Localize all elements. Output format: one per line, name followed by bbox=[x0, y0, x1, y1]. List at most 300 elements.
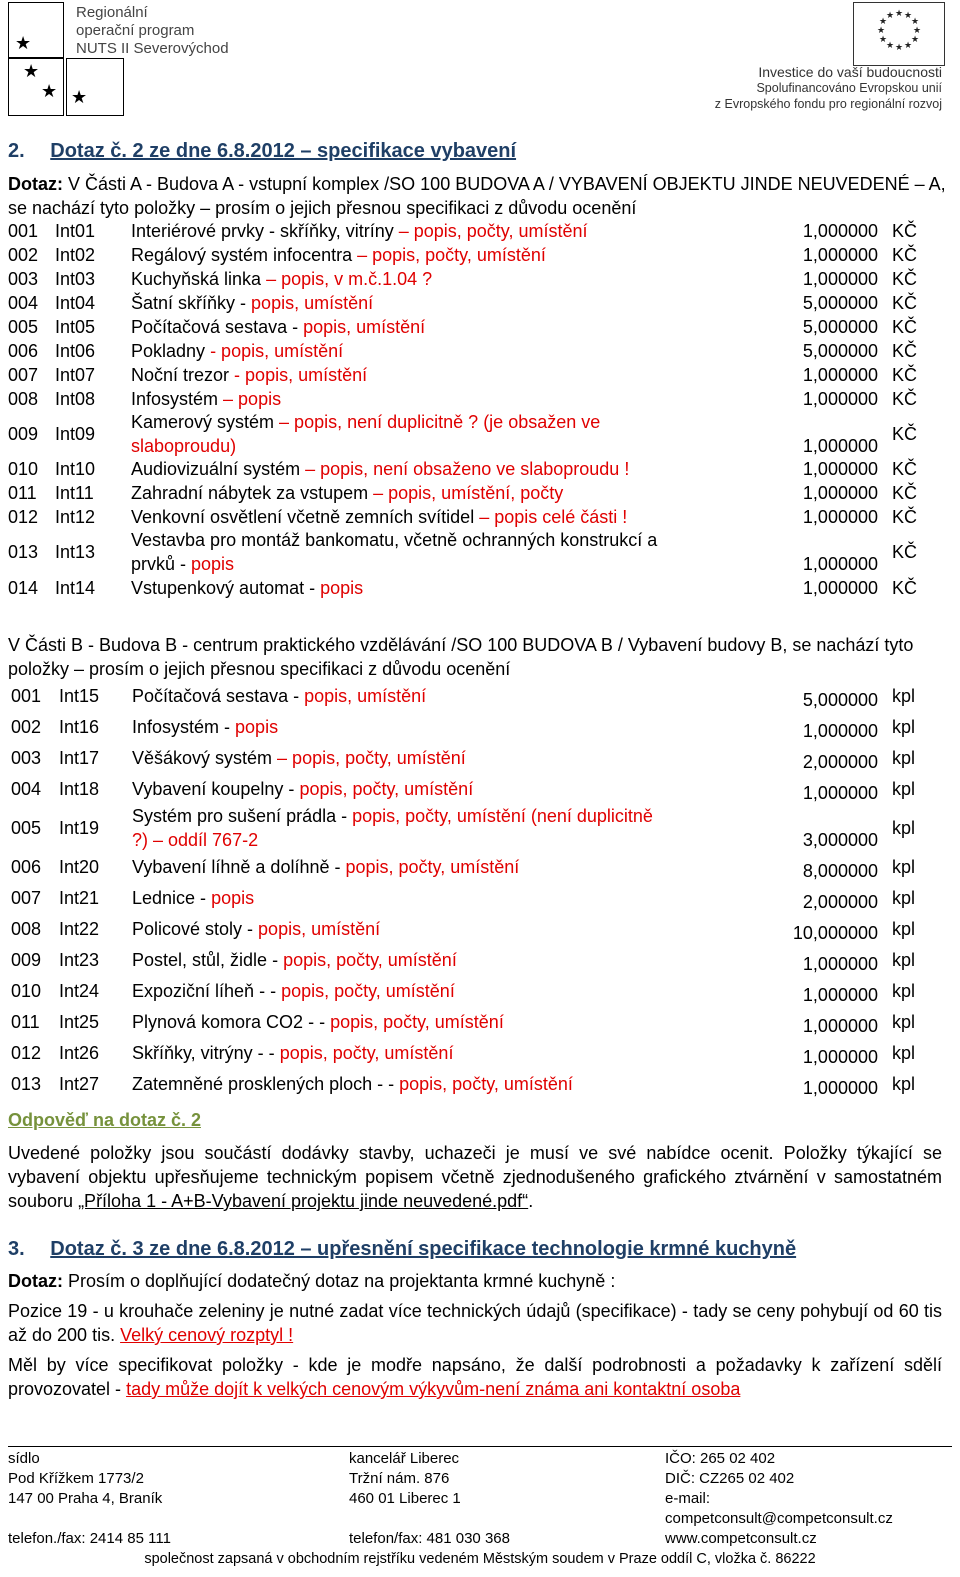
rop-logo bbox=[8, 0, 238, 120]
footer-line: sídlo bbox=[8, 1450, 40, 1467]
item-number: 010 bbox=[11, 981, 42, 1001]
item-name-line bbox=[132, 855, 519, 879]
answer-text-end: . bbox=[528, 1191, 534, 1211]
item-quantity: 1,000000 bbox=[802, 954, 878, 974]
svg-text:★: ★ bbox=[912, 26, 922, 36]
item-unit: KČ bbox=[892, 221, 918, 241]
item-description bbox=[132, 855, 519, 879]
item-name: Expoziční líheň - - bbox=[132, 981, 282, 1001]
item-description bbox=[132, 979, 455, 1003]
rop-logo-text bbox=[76, 4, 229, 58]
item-request: popis bbox=[211, 888, 255, 908]
item-code: Int02 bbox=[55, 245, 96, 265]
item-name-line bbox=[132, 886, 254, 910]
footer-line: DIČ: CZ265 02 402 bbox=[665, 1470, 795, 1487]
item-request: popis, počty, umístění bbox=[281, 981, 455, 1001]
item-name: Infosystém bbox=[131, 389, 224, 409]
item-request: - popis, umístění bbox=[234, 365, 368, 385]
svg-text:★: ★ bbox=[878, 35, 888, 45]
item-description bbox=[131, 528, 657, 576]
item-name: Systém pro sušení prádla - bbox=[132, 806, 353, 826]
item-code: Int19 bbox=[59, 818, 100, 838]
item-number: 013 bbox=[8, 542, 39, 562]
item-description bbox=[131, 457, 629, 481]
item-quantity: 1,000000 bbox=[802, 554, 878, 574]
item-number: 012 bbox=[8, 507, 39, 527]
item-unit: KČ bbox=[892, 507, 918, 527]
item-name: Skříňky, vitrýny - - bbox=[132, 1043, 280, 1063]
section-number: 3. bbox=[8, 1238, 25, 1260]
paragraph-text: Pozice 19 - u krouhače zeleniny je nutné zadat více technických údajů (specifikace) - tady se ceny pohybují od 60 tis až do 200 tis. bbox=[8, 1301, 942, 1345]
item-name: Noční trezor bbox=[131, 365, 235, 385]
item-name-line bbox=[132, 715, 278, 739]
part-b-intro: V Části B - Budova B - centrum praktického vzdělávání /SO 100 BUDOVA B / Vybavení budovy B, se nachází tyto položky – prosím o jejich přesnou specifikaci z důvodu ocenění bbox=[8, 635, 914, 679]
item-description bbox=[131, 315, 425, 339]
warning-text: Velký cenový rozptyl ! bbox=[120, 1325, 294, 1345]
item-name-line bbox=[131, 315, 425, 339]
item-quantity: 2,000000 bbox=[802, 752, 878, 772]
table-row bbox=[8, 481, 948, 505]
table-row bbox=[8, 243, 948, 267]
item-quantity: 1,000000 bbox=[802, 507, 878, 527]
item-name: Plynová komora CO2 - - bbox=[132, 1012, 331, 1032]
item-name-line bbox=[131, 410, 600, 434]
item-quantity: 1,000000 bbox=[802, 483, 878, 503]
item-request: – popis, počty, umístění bbox=[398, 221, 588, 241]
item-description bbox=[132, 917, 380, 941]
item-code: Int24 bbox=[59, 981, 100, 1001]
table-row bbox=[8, 267, 948, 291]
item-name-line bbox=[131, 219, 588, 243]
item-number: 005 bbox=[11, 818, 42, 838]
item-name: Zahradní nábytek za vstupem bbox=[131, 483, 374, 503]
item-unit: KČ bbox=[892, 245, 918, 265]
item-unit: kpl bbox=[892, 686, 916, 706]
item-unit: KČ bbox=[892, 293, 918, 313]
item-name: Počítačová sestava - bbox=[131, 317, 304, 337]
item-quantity: 1,000000 bbox=[802, 365, 878, 385]
item-name: Interiérové prvky - skříňky, vitríny bbox=[131, 221, 399, 241]
eu-logo bbox=[688, 0, 950, 120]
item-number: 011 bbox=[11, 1012, 40, 1032]
item-request: popis, počty, umístění bbox=[345, 857, 520, 877]
item-unit: KČ bbox=[892, 483, 918, 503]
eu-logo-line: Investice do vaší budoucnosti bbox=[758, 64, 942, 80]
item-description bbox=[131, 243, 546, 267]
footer-line bbox=[349, 1509, 649, 1529]
star-icon: ★ bbox=[71, 87, 88, 107]
item-unit: KČ bbox=[892, 269, 918, 289]
item-unit: kpl bbox=[892, 779, 916, 799]
table-row bbox=[8, 315, 948, 339]
item-description bbox=[131, 410, 600, 458]
item-code: Int23 bbox=[59, 950, 100, 970]
item-request: popis, umístění bbox=[251, 293, 374, 313]
item-description bbox=[131, 481, 563, 505]
item-code: Int15 bbox=[59, 686, 100, 706]
paragraph-text: Měl by více specifikovat položky - kde je modře napsáno, že další podrobnosti a požadavky k zařízení sdělí provozovatel - bbox=[8, 1355, 942, 1399]
item-code: Int03 bbox=[55, 269, 96, 289]
item-number: 008 bbox=[11, 919, 42, 939]
item-unit: KČ bbox=[892, 317, 918, 337]
table-row bbox=[8, 505, 948, 529]
item-quantity: 1,000000 bbox=[802, 389, 878, 409]
item-quantity: 1,000000 bbox=[802, 985, 878, 1005]
item-name: Počítačová sestava - bbox=[132, 686, 305, 706]
item-quantity: 5,000000 bbox=[802, 690, 878, 710]
item-description bbox=[132, 715, 278, 739]
item-name-line2 bbox=[131, 552, 657, 576]
item-name: Vybavení líhně a dolíhně - bbox=[132, 857, 346, 877]
table-row bbox=[8, 528, 948, 574]
item-name-line bbox=[132, 684, 426, 708]
item-name-line bbox=[131, 291, 373, 315]
table-row bbox=[8, 457, 948, 481]
dotaz-body: Prosím o doplňující dodatečný dotaz na projektanta krmné kuchyně : bbox=[63, 1271, 616, 1291]
item-name-line bbox=[131, 576, 363, 600]
item-number: 002 bbox=[11, 717, 42, 737]
item-description bbox=[132, 1041, 453, 1065]
item-request: popis bbox=[320, 578, 364, 598]
item-request: popis, umístění bbox=[258, 919, 381, 939]
item-request: – popis, v m.č.1.04 ? bbox=[266, 269, 433, 289]
star-icon: ★ bbox=[23, 61, 40, 81]
item-unit: KČ bbox=[892, 424, 918, 444]
item-request: – popis, není duplicitně ? (je obsažen ve bbox=[279, 412, 601, 432]
footer-line: Pod Křížkem 1773/2 bbox=[8, 1470, 144, 1487]
item-unit: kpl bbox=[892, 950, 916, 970]
item-quantity: 1,000000 bbox=[802, 783, 878, 803]
item-description bbox=[132, 684, 426, 708]
item-name: Lednice - bbox=[132, 888, 212, 908]
star-icon: ★ bbox=[41, 81, 58, 101]
item-number: 008 bbox=[8, 389, 39, 409]
item-name-line bbox=[131, 267, 432, 291]
item-number: 012 bbox=[11, 1043, 42, 1063]
item-code: Int08 bbox=[55, 389, 96, 409]
item-unit: KČ bbox=[892, 341, 918, 361]
item-request: popis, počty, umístění bbox=[283, 950, 457, 970]
svg-text:★: ★ bbox=[903, 41, 913, 51]
table-row bbox=[8, 219, 948, 243]
item-number: 009 bbox=[11, 950, 42, 970]
footer-line: telefon./fax: 2414 85 111 bbox=[8, 1530, 171, 1547]
attachment-link[interactable]: „Příloha 1 - A+B-Vybavení projektu jinde neuvedené.pdf“ bbox=[78, 1191, 529, 1211]
item-request: – popis, počty, umístění bbox=[277, 748, 466, 768]
item-name: Venkovní osvětlení včetně zemních svítidel bbox=[131, 507, 480, 527]
item-name: Věšákový systém bbox=[132, 748, 278, 768]
footer-line: telefon/fax: 481 030 368 bbox=[349, 1530, 510, 1547]
section-title: Dotaz č. 2 ze dne 6.8.2012 – specifikace vybavení bbox=[50, 140, 517, 162]
item-request: – popis, umístění, počty bbox=[373, 483, 564, 503]
item-number: 007 bbox=[11, 888, 42, 908]
table-row bbox=[8, 576, 948, 600]
item-number: 003 bbox=[8, 269, 39, 289]
footer-line: 460 01 Liberec 1 bbox=[349, 1490, 461, 1507]
item-number: 006 bbox=[8, 341, 39, 361]
item-unit: kpl bbox=[892, 981, 916, 1001]
item-number: 007 bbox=[8, 365, 39, 385]
footer-line: IČO: 265 02 402 bbox=[665, 1450, 776, 1467]
item-request-cont: slaboproudu) bbox=[131, 436, 237, 456]
footer-line: kancelář Liberec bbox=[349, 1450, 460, 1467]
item-request: – popis bbox=[223, 389, 282, 409]
item-number: 006 bbox=[11, 857, 42, 877]
item-unit: kpl bbox=[892, 748, 916, 768]
item-name-line bbox=[132, 979, 455, 1003]
item-request: popis, počty, umístění bbox=[299, 779, 474, 799]
item-code: Int18 bbox=[59, 779, 100, 799]
item-request: popis, počty, umístění (není duplicitně bbox=[352, 806, 653, 826]
website-link[interactable]: www.competconsult.cz bbox=[665, 1530, 817, 1547]
item-code: Int04 bbox=[55, 293, 96, 313]
item-request: popis bbox=[191, 554, 235, 574]
item-name: Infosystém - bbox=[132, 717, 236, 737]
dotaz-body: V Části A - Budova A - vstupní komplex /SO 100 BUDOVA A / VYBAVENÍ OBJEKTU JINDE NEUVEDENÉ – A, se nachází tyto položky – prosím o jejich přesnou specifikaci z důvodu ocenění bbox=[8, 174, 946, 218]
item-description bbox=[131, 576, 363, 600]
section-title: Dotaz č. 3 ze dne 6.8.2012 – upřesnění specifikace technologie krmné kuchyně bbox=[50, 1238, 797, 1260]
item-quantity: 8,000000 bbox=[802, 861, 878, 881]
item-quantity: 5,000000 bbox=[802, 341, 878, 361]
svg-text:★: ★ bbox=[910, 17, 920, 27]
registry-note: společnost zapsaná v obchodním rejstříku vedeném Městským soudem v Praze oddíl C, vložka č. 86222 bbox=[144, 1551, 816, 1567]
item-quantity: 1,000000 bbox=[802, 1016, 878, 1036]
item-description bbox=[132, 746, 466, 770]
item-quantity: 1,000000 bbox=[802, 245, 878, 265]
logo-square-top bbox=[8, 2, 64, 58]
item-request: – popis, není obsaženo ve slaboproudu ! bbox=[305, 459, 630, 479]
footer-office bbox=[349, 1449, 649, 1549]
item-quantity: 1,000000 bbox=[802, 459, 878, 479]
item-code: Int09 bbox=[55, 424, 96, 444]
answer-2-heading: Odpověď na dotaz č. 2 bbox=[8, 1110, 201, 1130]
item-name-line bbox=[131, 363, 367, 387]
item-name: Postel, stůl, židle - bbox=[132, 950, 284, 970]
item-name-line bbox=[132, 1072, 573, 1096]
item-code: Int06 bbox=[55, 341, 96, 361]
item-name: Vestavba pro montáž bankomatu, včetně ochranných konstrukcí a bbox=[131, 530, 658, 550]
item-name: Policové stoly - bbox=[132, 919, 259, 939]
item-name-line bbox=[131, 387, 281, 411]
item-number: 001 bbox=[8, 221, 39, 241]
item-name: Regálový systém infocentra bbox=[131, 245, 358, 265]
item-number: 003 bbox=[11, 748, 42, 768]
item-quantity: 3,000000 bbox=[802, 830, 878, 850]
item-code: Int13 bbox=[55, 542, 96, 562]
eu-logo-line: z Evropského fondu pro regionální rozvoj bbox=[714, 97, 942, 111]
item-name-line bbox=[132, 1041, 453, 1065]
section-number: 2. bbox=[8, 140, 25, 162]
table-row bbox=[8, 387, 948, 411]
answer-text: Uvedené položky jsou součástí dodávky stavby, uchazeči je musí ve své nabídce ocenit. Položky týkající se vybavení objektu upřesňujeme technickým popisem včetně zjednodušeného grafického ztvárnění v samostatném souboru bbox=[8, 1143, 942, 1211]
item-name: Kuchyňská linka bbox=[131, 269, 267, 289]
eu-logo-line: Spolufinancováno Evropskou unií bbox=[756, 81, 942, 95]
item-unit: kpl bbox=[892, 1012, 916, 1032]
item-quantity: 10,000000 bbox=[792, 923, 878, 943]
item-code: Int01 bbox=[55, 221, 96, 241]
item-code: Int14 bbox=[55, 578, 96, 598]
item-unit: KČ bbox=[892, 365, 918, 385]
star-icon: ★ bbox=[15, 33, 32, 53]
svg-text:★: ★ bbox=[894, 43, 904, 53]
item-name-line bbox=[132, 746, 466, 770]
item-name-line bbox=[131, 457, 629, 481]
item-quantity: 1,000000 bbox=[802, 721, 878, 741]
item-description bbox=[131, 387, 281, 411]
item-number: 001 bbox=[11, 686, 42, 706]
item-number: 011 bbox=[8, 483, 37, 503]
item-unit: kpl bbox=[892, 818, 916, 838]
item-name-line bbox=[132, 804, 653, 828]
item-quantity: 1,000000 bbox=[802, 269, 878, 289]
svg-text:★: ★ bbox=[878, 17, 888, 27]
item-code: Int20 bbox=[59, 857, 100, 877]
item-code: Int11 bbox=[55, 483, 94, 503]
item-name: Vybavení koupelny - bbox=[132, 779, 300, 799]
eu-flag-icon bbox=[853, 2, 945, 66]
logo-square-bottom-left bbox=[8, 58, 64, 116]
logo-square-bottom-right bbox=[66, 58, 124, 116]
item-name: Pokladny bbox=[131, 341, 211, 361]
item-name: Zatemněné prosklených ploch - - bbox=[132, 1074, 400, 1094]
item-code: Int25 bbox=[59, 1012, 100, 1032]
svg-text:★: ★ bbox=[910, 35, 920, 45]
item-number: 004 bbox=[11, 779, 42, 799]
item-number: 002 bbox=[8, 245, 39, 265]
item-code: Int07 bbox=[55, 365, 96, 385]
dotaz-3-paragraph-1 bbox=[8, 1299, 942, 1347]
footer-line bbox=[8, 1509, 338, 1529]
item-number: 010 bbox=[8, 459, 39, 479]
item-description bbox=[131, 291, 373, 315]
item-request: popis, počty, umístění bbox=[279, 1043, 454, 1063]
item-description bbox=[132, 1010, 504, 1034]
item-unit: KČ bbox=[892, 542, 918, 562]
eu-logo-text bbox=[715, 64, 942, 112]
item-description bbox=[132, 886, 254, 910]
item-unit: kpl bbox=[892, 1043, 916, 1063]
item-number: 009 bbox=[8, 424, 39, 444]
item-quantity: 5,000000 bbox=[802, 317, 878, 337]
item-description bbox=[131, 267, 432, 291]
item-name-line bbox=[132, 1010, 504, 1034]
table-row bbox=[8, 339, 948, 363]
item-number: 005 bbox=[8, 317, 39, 337]
item-quantity: 2,000000 bbox=[802, 892, 878, 912]
warning-text: tady může dojít k velkých cenovým výkyvům-není známa ani kontaktní osoba bbox=[126, 1379, 741, 1399]
svg-text:★: ★ bbox=[894, 9, 904, 19]
item-request: popis, umístění bbox=[303, 317, 426, 337]
item-unit: kpl bbox=[892, 919, 916, 939]
dotaz-label: Dotaz: bbox=[8, 174, 63, 194]
item-request: popis, počty, umístění bbox=[399, 1074, 573, 1094]
footer-line: 147 00 Praha 4, Braník bbox=[8, 1490, 163, 1507]
item-request: – popis, počty, umístění bbox=[357, 245, 546, 265]
dotaz-2-text bbox=[8, 172, 946, 220]
item-name-line bbox=[132, 917, 380, 941]
item-code: Int05 bbox=[55, 317, 96, 337]
item-name: Šatní skříňky - bbox=[131, 293, 252, 313]
footer-line: Tržní nám. 876 bbox=[349, 1470, 450, 1487]
item-code: Int10 bbox=[55, 459, 96, 479]
footer-divider bbox=[8, 1446, 952, 1447]
rop-logo-line: NUTS II Severovýchod bbox=[76, 40, 229, 57]
svg-text:★: ★ bbox=[903, 11, 913, 21]
rop-logo-line: operační program bbox=[76, 22, 195, 39]
item-request: popis, umístění bbox=[304, 686, 427, 706]
item-name: Vstupenkový automat - bbox=[131, 578, 321, 598]
item-code: Int12 bbox=[55, 507, 96, 527]
item-number: 013 bbox=[11, 1074, 42, 1094]
svg-text:★: ★ bbox=[876, 26, 886, 36]
item-unit: KČ bbox=[892, 389, 918, 409]
item-name-line bbox=[132, 948, 457, 972]
item-name: Audiovizuální systém bbox=[131, 459, 306, 479]
footer-ids bbox=[665, 1449, 955, 1549]
item-unit: kpl bbox=[892, 857, 916, 877]
item-name-cont: prvků - bbox=[131, 554, 192, 574]
item-unit: KČ bbox=[892, 578, 918, 598]
email-link[interactable]: competconsult@competconsult.cz bbox=[665, 1510, 893, 1527]
item-code: Int16 bbox=[59, 717, 100, 737]
item-description bbox=[132, 777, 473, 801]
item-unit: KČ bbox=[892, 459, 918, 479]
svg-text:★: ★ bbox=[885, 41, 895, 51]
item-name-line bbox=[131, 243, 546, 267]
item-description bbox=[132, 804, 653, 852]
item-code: Int17 bbox=[59, 748, 100, 768]
footer-seat bbox=[8, 1449, 338, 1549]
dotaz-label: Dotaz: bbox=[8, 1271, 63, 1291]
item-name: Kamerový systém bbox=[131, 412, 280, 432]
item-code: Int21 bbox=[59, 888, 100, 908]
footer-line: e-mail: bbox=[665, 1490, 711, 1507]
item-description bbox=[131, 363, 367, 387]
item-code: Int22 bbox=[59, 919, 100, 939]
answer-2-text bbox=[8, 1141, 942, 1213]
item-number: 014 bbox=[8, 578, 39, 598]
item-name-line bbox=[132, 777, 473, 801]
item-unit: kpl bbox=[892, 717, 916, 737]
item-quantity: 1,000000 bbox=[802, 221, 878, 241]
item-quantity: 1,000000 bbox=[802, 436, 878, 456]
dotaz-3-paragraph-2 bbox=[8, 1353, 942, 1401]
item-name-line bbox=[131, 339, 343, 363]
rop-logo-line: Regionální bbox=[76, 4, 148, 21]
section-3-heading bbox=[8, 1238, 796, 1261]
item-code: Int26 bbox=[59, 1043, 100, 1063]
item-request: – popis celé části ! bbox=[479, 507, 628, 527]
item-request: - popis, umístění bbox=[210, 341, 344, 361]
item-quantity: 5,000000 bbox=[802, 293, 878, 313]
item-description bbox=[132, 1072, 573, 1096]
item-request-cont: ?) – oddíl 767-2 bbox=[132, 830, 259, 850]
item-description bbox=[131, 339, 343, 363]
table-row bbox=[8, 410, 948, 456]
item-request: popis, počty, umístění bbox=[330, 1012, 504, 1032]
item-unit: kpl bbox=[892, 1074, 916, 1094]
item-unit: kpl bbox=[892, 888, 916, 908]
item-request: popis bbox=[235, 717, 279, 737]
item-name-line bbox=[131, 481, 563, 505]
dotaz-3-text bbox=[8, 1269, 946, 1293]
item-quantity: 1,000000 bbox=[802, 578, 878, 598]
svg-text:★: ★ bbox=[885, 11, 895, 21]
item-quantity: 1,000000 bbox=[802, 1047, 878, 1067]
item-description bbox=[131, 219, 588, 243]
item-description bbox=[132, 948, 457, 972]
section-2-heading bbox=[8, 140, 516, 163]
